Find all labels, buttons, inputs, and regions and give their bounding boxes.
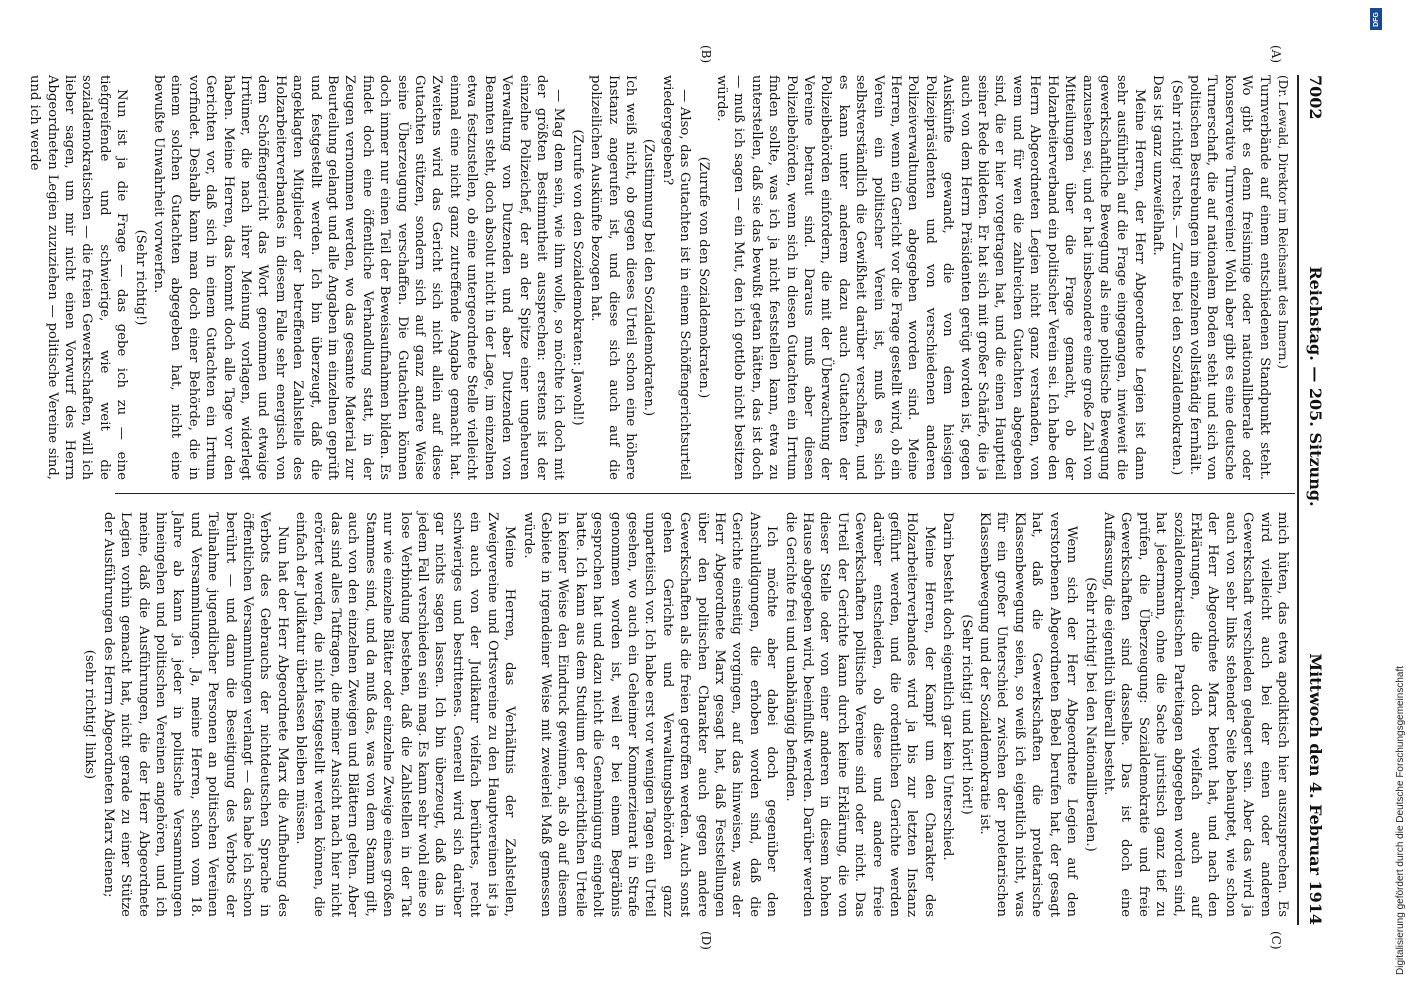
paragraph: (Sehr richtig! bei den Nationalliberalen.) (1082, 577, 1098, 852)
paragraph: Nun hat der Herr Abgeordnete Marx die Aufhebung des Verbots des Gebrauchs der nichtdeutschen Sprache in öffentlichen Versammlungen verlangt — das habe ich schon berührt — und dann die Beseitigung des Verbots der Teilnahme jugendlicher Personen an politischen Vereinen und Versammlungen. Ja, meine Herren, schon vom 18. Jahre ab kann ja jeder in politische Versammlungen hineingehen und politischen Vereinen angehören, und ich meine, daß die Ausführungen, die der Herr Abgeordnete Legien vorhin gemacht hat, nicht gerade zu einer Stütze der Ausführungen des Herrn Abgeordneten Marx dienen; (100, 512, 290, 917)
paragraph: Meine Herren, der Herr Abgeordnete Legien ist dann sehr ausführlich auf die Frage eingegangen, inwieweit die gewerkschaftliche Bewegung als eine politische Bewegung anzusehen sei, und er hat insbesondere eine große Zahl von Mitteilungen über die Frage gemacht, ob der Holzarbeiterverband ein politischer Verein sei. Ich habe den Herrn Abgeordneten Legien nicht ganz verstanden, von wem und für wen die zahlreichen Gutachten abgegeben sind, die er hier vorgetragen hat, und die einen Hauptteil seiner Rede bildeten. Er hat sich mit großer Schärfe, die ja auch von dem Herrn Präsidenten gerügt worden ist, gegen Auskünfte gewandt, die von dem hiesigen Polizeipräsidenten und von verschiedenen anderen Polizeiverwaltungen abgegeben worden sind. Meine Herren, wenn ein Gericht vor die Frage gestellt wird, ob ein Verein ein politischer Verein ist, muß es sich selbstverständlich die Gewißheit darüber verschaffen, und es kann unter anderem dazu auch Gutachten der Polizeibehörden einfordern, die mit der Überwachung der Vereine betraut sind. Daraus muß aber diesen Polizeibehörden, wenn sich in diesen Gutachten ein Irrtum finden sollte, was ich ja nicht feststellen kann, etwa zu unterstellen, daß sie das bewußt getan hätten, das ist doch — muß ich sagen — ein Mut, den ich gottlob nicht besitzen würde. (714, 75, 1147, 480)
dfg-logo: DFG (1370, 8, 1382, 30)
left-text-column (27, 75, 1291, 480)
paragraph: Turnverbände auf einem entschiedenen Standpunkt steht. Wo gibt es denn freisinnige oder nationalliberale oder konservative Turnvereine! Wohl aber gibt es eine deutsche Turnerschaft, die auf nationalem Boden steht und sich von politischen Bestrebungen im einzelnen vollständig fernhält. (1186, 75, 1272, 480)
paragraph: (Sehr richtig! und hört! hört!) (958, 614, 974, 815)
paragraph: Ich weiß nicht, ob gegen dieses Urteil schon eine höhere Instanz angerufen ist, und diese sich auch auf die polizeilichen Auskünfte bezogen hat. (588, 75, 638, 480)
paragraph: mich hüten, das etwa apodiktisch hier auszusprechen. Es wird vielleicht auch bei der einen oder anderen Gewerkschaft verschieden gelagert sein. Aber das wird ja auch von sehr links stehender Seite behauptet, wie schon der Herr Abgeordnete Marx betont hat, und nach den Erklärungen, die doch vielfach auch auf sozialdemokratischen Parteitagen abgegeben worden sind, hat jedermann, ohne die Sache juristisch ganz tief zu prüfen, die Überzeugung: Sozialdemokratie und freie Gewerkschaften sind dasselbe. Das ist doch eine Auffassung, die eigentlich überall besteht. (1100, 512, 1290, 917)
margin-letter-c: (C) (1269, 931, 1283, 950)
paragraph: (Sehr richtig! rechts. — Zurufe bei den Sozialdemokraten.) (1168, 79, 1184, 476)
paragraph: Meine Herren, der Kampf um den Charakter des Holzarbeiterverbandes wird ja bis zur letzten Instanz geführt werden, und die ordentlichen Gerichte werden darüber entscheiden, ob diese und andere freie Gewerkschaften politische Vereine sind oder nicht. Das Urteil der Gerichte kann durch keine Erklärung, die von dieser Stelle oder von einer anderen in diesem hohen Hause abgegeben wird, beeinflußt werden. Darüber werden die Gerichte frei und unabhängig befinden. (782, 512, 937, 917)
paragraph: (Sehr richtig!) (132, 229, 148, 326)
paragraph: (Dr. Lewald, Direktor im Reichsamt des Innern.) (1276, 75, 1290, 369)
paragraph: Ich möchte aber dabei doch gegenüber den Anschuldigungen, die erhoben worden sind, daß die Gerichte einseitig vorgingen, auf das hinweisen, was der Herr Abgeordnete Marx gesagt hat, daß Feststellungen über den politischen Charakter auch gegen andere Gewerkschaften als die freien getroffen werden. Auch sonst gehen Gerichte und Verwaltungsbehörden ganz unparteiisch vor. Ich habe erst vor wenigen Tagen ein Urteil gesehen, wo auch ein Geheimer Kommerzienrat in Strafe genommen worden ist, weil er bei einem Begräbnis gesprochen hat und dazu nicht die Genehmigung eingeholt hatte. Ich kann aus dem Studium der gerichtlichen Urteile in keiner Weise den Eindruck gewinnen, als ob auf diesem Gebiete in irgendeiner Weise mit zweierlei Maß gemessen würde. (520, 512, 780, 917)
paragraph: Das ist ganz unzweifelhaft. (1150, 75, 1166, 256)
margin-letter-b: (B) (699, 45, 713, 64)
paragraph: (Zurufe von den Sozialdemokraten: Jawohl!) (569, 129, 585, 426)
header-rule (1297, 75, 1299, 925)
paragraph: Wenn sich der Herr Abgeordnete Legien auf den verstorbenen Abgeordneten Bebel berufen hat, der gesagt hat, daß die Gewerkschaften die proletarische Klassenbewegung seien, so weiß ich eigentlich nicht, was für ein großer Unterschied zwischen der proletarischen Klassenbewegung und der Sozialdemokratie ist. (977, 512, 1080, 917)
paragraph: (sehr richtig! links) (82, 649, 98, 780)
margin-letter-d: (D) (699, 931, 713, 950)
margin-letter-a: (A) (1269, 45, 1283, 64)
paragraph: Meine Herren, das Verhältnis der Zahlstellen, Zweigvereine und Ortsvereine zu den Hauptvereinen ist ja ein auch von der Judikatur vielfach berührtes, recht schwieriges und bestrittenes. Generell wird sich darüber gar nichts sagen lassen. Ich bin überzeugt, daß das in jedem Fall verschieden sein mag. Es kann sehr wohl eine so lose Verbindung bestehen, daß die Zahlstellen in der Tat nur wie einzelne Blätter oder einzelne Zweige eines großen Stammes sind, und da muß das, was von dem Stamm gilt, auch von den einzelnen Zweigen und Blättern gelten. Aber das sind alles Tatfragen, die meiner Ansicht nach hier nicht erörtert werden, die nicht festgestellt werden können, die einfach der Judikatur überlassen bleiben müssen. (293, 512, 518, 917)
paragraph: Nun ist ja die Frage — das gebe ich zu — eine tiefgreifende und schwierige, wie weit die sozialdemokratischen — die freien Gewerkschaften, will ich lieber sagen, um mir nicht einen Vorwurf des Herrn Abgeordneten Legien zuzuziehen — politische Vereine sind, und ich werde (27, 75, 130, 480)
paragraph: — Mag dem sein, wie ihm wolle, so möchte ich doch mit der größten Bestimmtheit aussprechen: erstens ist der einzelne Polizeichef, der an der Spitze einer ungeheuren Verwaltung von Dutzenden und aber Dutzenden von Beamten steht, doch absolut nicht in der Lage, im einzelnen etwa festzustellen, ob eine untergeordnete Stelle vielleicht einmal eine nicht ganz zutreffende Angabe gemacht hat. Zweitens wird das Gericht sich nicht allein auf diese Gutachten stützen, sondern sich auf ganz andere Weise seine Überzeugung verschaffen. Die Gutachten können doch immer nur einen Teil der Beweisaufnahmen bilden. Es findet doch eine öffentliche Verhandlung statt, in der Zeugen vernommen werden, wo das gesamte Material zur Beurteilung gelangt und alle Angaben im einzelnen geprüft und festgestellt werden. Ich bin überzeugt, daß die angeklagten Mitglieder der betreffenden Zahlstelle des Holzarbeiterverbandes in diesem Falle sehr energisch von dem Schöffengericht das Wort genommen und etwaige Irrtümer, die nach ihrer Meinung vorlagen, widerlegt haben. Meine Herren, das kommt doch alle Tage vor den Gerichten vor, daß sich in einem Gutachten ein Irrtum vorfindet. Deshalb kann man doch einer Behörde, die in einem solchen Gutachten abgegeben hat, nicht eine bewußte Unwahrheit vorwerfen. (151, 75, 567, 480)
page (27, 45, 1353, 950)
session-date: Mittwoch den 4. Februar 1914 (1306, 653, 1325, 925)
paragraph: (Zurufe von den Sozialdemokraten.) (695, 156, 711, 399)
page-header (1301, 75, 1325, 925)
paragraph: — Also, das Gutachten ist in einem Schöffengerichtsurteil wiedergegeben? (659, 75, 693, 480)
paragraph: Darin besteht doch eigentlich gar kein Unterschied. (940, 512, 956, 861)
session-title: Reichstag. — 205. Sitzung. (1306, 266, 1325, 507)
digitization-note: Digitalisierung gefördert durch die Deutsche Forschungsgemeinschaft (1395, 665, 1406, 975)
column-divider (115, 493, 1295, 494)
page-number: 7002 (1306, 75, 1325, 120)
paragraph: (Zustimmung bei den Sozialdemokraten.) (641, 138, 657, 417)
right-text-column (82, 512, 1291, 917)
